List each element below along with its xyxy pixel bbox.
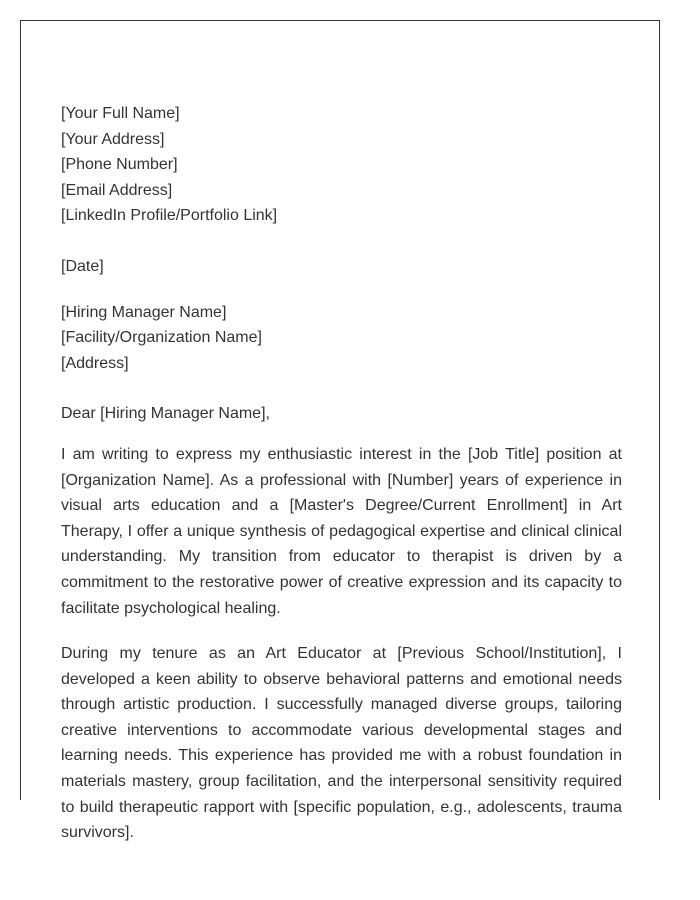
recipient-address: [Address] [61, 354, 129, 372]
sender-name: [Your Full Name] [61, 105, 180, 122]
recipient-block [61, 300, 622, 377]
paragraph-experience: During my tenure as an Art Educator at [Previous School/Institution], I developed a keen ability to observe behavioral patterns and emotional needs through artistic production. I successfully managed diverse groups, tailoring creative interventions to accommodate various developmental stages and learning needs. This experience has provided me with a robust foundation in materials mastery, group facilitation, and the interpersonal sensitivity required to build therapeutic rapport with [specific population, e.g., adolescents, trauma survivors]. [61, 645, 622, 842]
sender-block [61, 101, 622, 229]
sender-phone: [Phone Number] [61, 156, 178, 174]
letter-date: [Date] [61, 257, 104, 275]
recipient-manager: [Hiring Manager Name] [61, 303, 227, 321]
salutation: Dear [Hiring Manager Name], [61, 405, 270, 423]
sender-email: [Email Address] [61, 181, 173, 199]
sender-address: [Your Address] [61, 130, 165, 148]
document-page [20, 20, 660, 842]
cover-letter-body [61, 101, 622, 846]
recipient-organization: [Facility/Organization Name] [61, 329, 262, 347]
paragraph-intro: I am writing to express my enthusiastic interest in the [Job Title] position at [Organization Name]. As a professional with [Number] years of experience in visual arts education and a [Master's Degree/Current Enrollment] in Art Therapy, I offer a unique synthesis of pedagogical expertise and clinical clinical understanding. My transition from educator to therapist is driven by a commitment to the restorative power of creative expression and its capacity to facilitate psychological healing. [61, 445, 622, 617]
sender-link: [LinkedIn Profile/Portfolio Link] [61, 207, 278, 225]
